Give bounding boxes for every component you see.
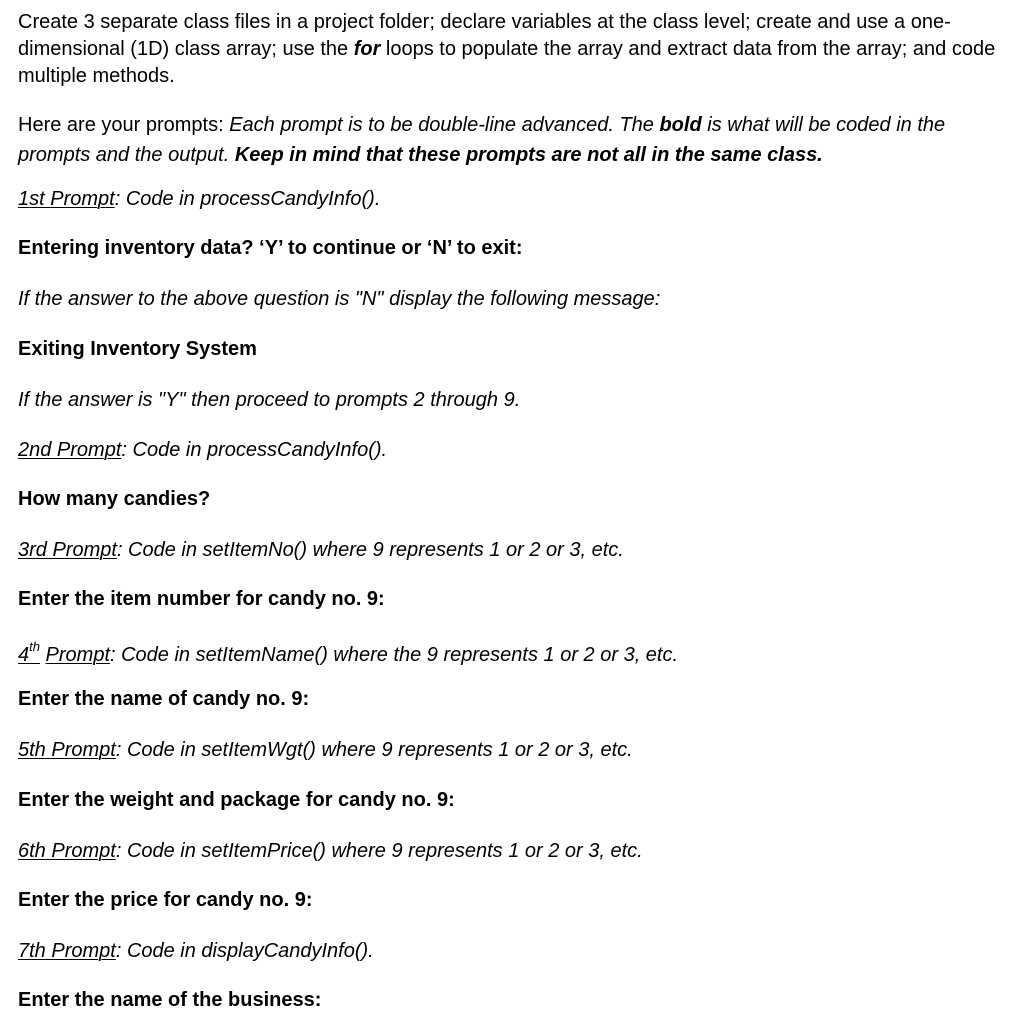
prompt-4-heading — [18, 639, 998, 667]
prompts-lead: Here are your prompts: — [18, 114, 230, 136]
prompt-6-desc: : Code in setItemPrice() where 9 represents 1 or 2 or 3, etc. — [115, 840, 643, 862]
prompts-bold-word: bold — [659, 114, 702, 136]
prompts-italic-a: Each prompt is to be double-line advanced. The — [229, 114, 660, 136]
prompt-3-desc: : Code in setItemNo() where 9 represents 1 or 2 or 3, etc. — [116, 539, 624, 561]
prompt-2-text: How many candies? — [18, 488, 211, 510]
prompt-1-desc: : Code in processCandyInfo(). — [114, 188, 381, 210]
prompt-6-text: Enter the price for candy no. 9: — [18, 889, 313, 911]
prompt-7-label: 7th Prompt — [18, 940, 116, 962]
prompt-4-desc: : Code in setItemName() where the 9 represents 1 or 2 or 3, etc. — [110, 644, 679, 666]
prompt-4-text: Enter the name of candy no. 9: — [18, 688, 310, 710]
prompt-3-text: Enter the item number for candy no. 9: — [18, 588, 385, 610]
prompt-5-desc: : Code in setItemWgt() where 9 represents 1 or 2 or 3, etc. — [115, 739, 633, 761]
condition-yes-answer: If the answer is "Y" then proceed to prompts 2 through 9. — [18, 389, 521, 411]
intro-text-2: loops to populate the array and extract data from the array; and code multiple methods. — [18, 38, 996, 87]
prompt-1-label: 1st Prompt — [18, 188, 115, 210]
prompts-bold-note: Keep in mind that these prompts are not all in the same class. — [234, 144, 823, 166]
prompt-1-text: Entering inventory data? ‘Y’ to continue or ‘N’ to exit: — [18, 237, 523, 259]
prompt-7-heading — [18, 939, 998, 963]
condition-no-answer: If the answer to the above question is "N" display the following message: — [18, 288, 661, 310]
prompt-4-ordinal: th — [29, 639, 40, 654]
prompt-3-label: 3rd Prompt — [18, 539, 117, 561]
prompt-4-label — [18, 639, 40, 666]
prompt-6-label: 6th Prompt — [18, 840, 116, 862]
prompt-5-label: 5th Prompt — [18, 739, 116, 761]
prompt-2-desc: : Code in processCandyInfo(). — [121, 439, 388, 461]
prompt-5-text: Enter the weight and package for candy no. 9: — [18, 789, 455, 811]
prompt-5-heading — [18, 738, 998, 762]
prompt-4-number: 4 — [18, 644, 30, 666]
prompt-4-label-word: Prompt — [45, 644, 110, 666]
prompt-2-label: 2nd Prompt — [18, 439, 122, 461]
prompt-7-text: Enter the name of the business: — [18, 989, 322, 1011]
exit-message: Exiting Inventory System — [18, 338, 257, 360]
prompt-7-desc: : Code in displayCandyInfo(). — [115, 940, 374, 962]
assignment-intro — [18, 9, 998, 90]
prompt-1-heading — [18, 187, 998, 211]
prompts-italic-b: is what will be coded in the prompts and the output. — [18, 114, 946, 166]
intro-text-1: Create 3 separate class files in a project folder; declare variables at the class level; create and use a one-dimensional (1D) class array; use the — [18, 11, 951, 60]
prompt-6-heading — [18, 839, 998, 863]
prompt-2-heading — [18, 438, 998, 462]
prompt-3-heading — [18, 538, 998, 562]
prompts-instructions — [18, 110, 998, 170]
intro-keyword-for: for — [353, 38, 381, 60]
